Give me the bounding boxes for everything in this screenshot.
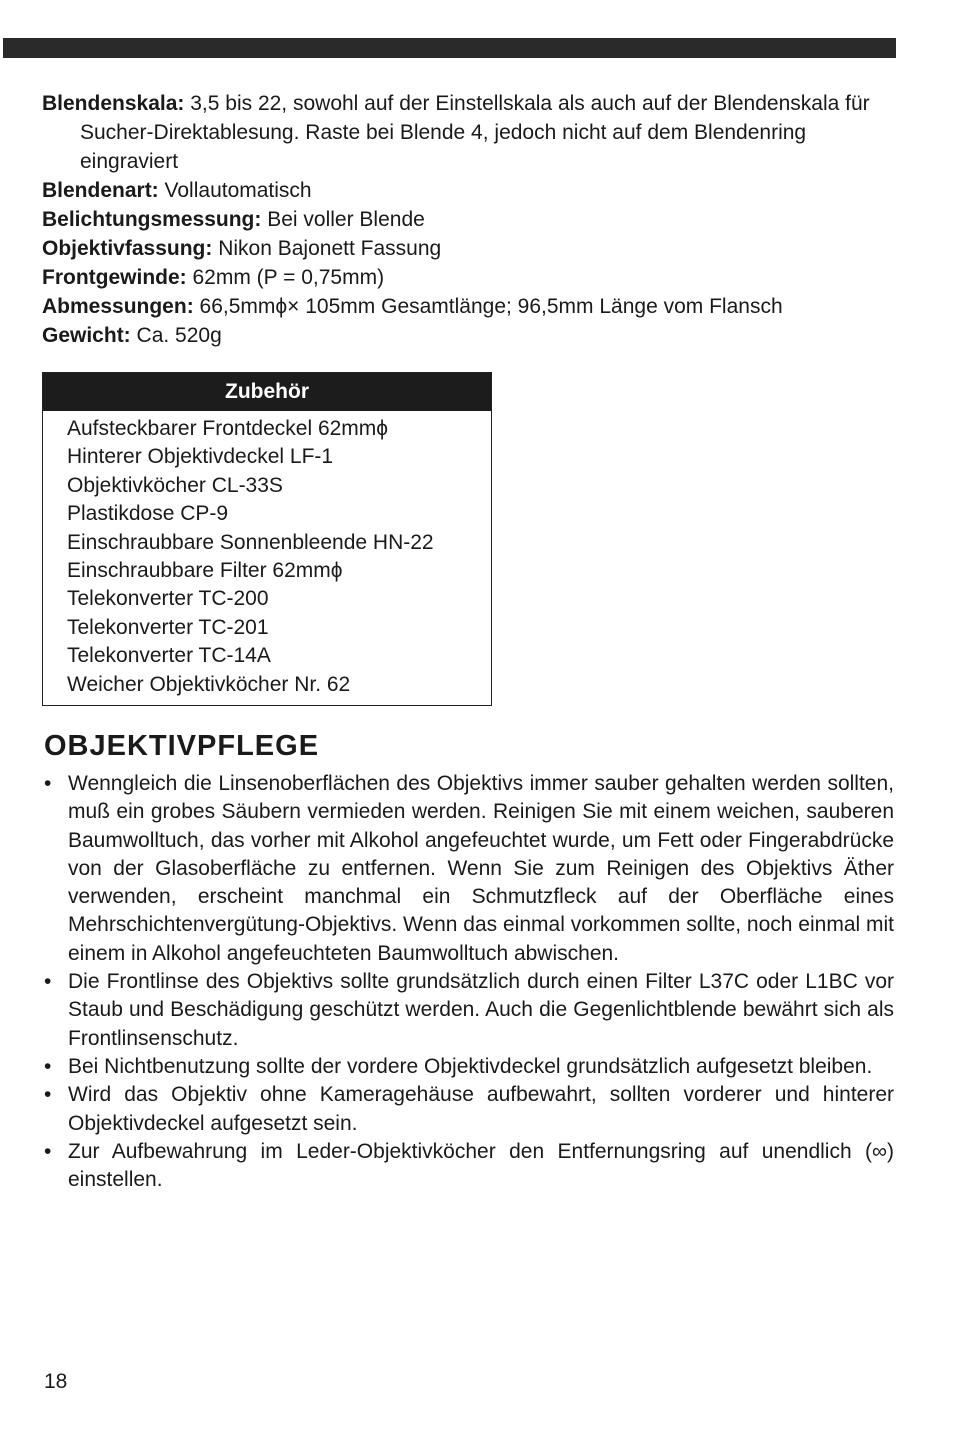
care-item (44, 770, 894, 968)
care-text: Die Frontlinse des Objektivs sollte grundsätzlich durch einen Filter L37C oder L1BC vor Staub und Beschädigung geschützt werden. Auch die Gegenlichtblende bewährt sich als Frontlinsenschutz. (68, 970, 894, 1050)
accessory-item: Telekonverter TC-14A (67, 644, 271, 668)
accessory-item: Objektivköcher CL-33S (67, 473, 283, 497)
spec-row (42, 321, 892, 350)
accessories-title: Zubehör (43, 373, 491, 411)
accessory-item: Telekonverter TC-201 (67, 615, 269, 639)
spec-value: 3,5 bis 22, sowohl auf der Einstellskala als auch auf der Blendenskala für Sucher-Direktablesung. Raste bei Blende 4, jedoch nicht auf dem Blendenring eingraviert (80, 92, 870, 173)
accessory-item: Plastikdose CP-9 (67, 502, 229, 526)
spec-row (42, 292, 892, 321)
spec-value: Vollautomatisch (164, 179, 312, 202)
spec-value: 66,5mmϕ× 105mm Gesamtlänge; 96,5mm Länge vom Flansch (199, 295, 783, 318)
accessories-box (42, 372, 492, 706)
page-number: 18 (44, 1370, 68, 1393)
spec-key: Gewicht: (42, 324, 131, 347)
spec-key: Objektivfassung: (42, 237, 213, 260)
accessory-item: Telekonverter TC-200 (67, 587, 269, 611)
accessory-item: Aufsteckbarer Frontdeckel 62mmϕ (67, 417, 389, 440)
spec-row (42, 263, 892, 292)
spec-row (42, 176, 892, 205)
spec-row (42, 234, 892, 263)
care-instructions (44, 770, 894, 1194)
accessory-item: Weicher Objektivköcher Nr. 62 (67, 672, 351, 696)
care-text: Wenngleich die Linsenoberflächen des Objektivs immer sauber gehalten werden sollten, muß ein grobes Säubern vermieden werden. Reinigen Sie mit einem weichen, sauberen Baumwolltuch, das vorher mit Alkohol angefeuchtet wurde, um Fett oder Fingerabdrücke von der Glasoberfläche zu entfernen. Wenn Sie zum Reinigen des Objektivs Äther verwenden, erscheint manchmal ein Schmutzfleck auf der Oberfläche eines Mehrschichtenvergütung-Objektivs. Wenn das einmal vorkommen sollte, noch einmal mit einem in Alkohol angefeuchteten Baumwolltuch abwischen. (68, 772, 894, 965)
bullet: • (44, 1083, 52, 1107)
spec-value: Nikon Bajonett Fassung (218, 237, 442, 260)
accessory-item: Hinterer Objektivdeckel LF-1 (67, 445, 334, 469)
spec-key: Blendenskala: (42, 92, 185, 115)
care-item (44, 1053, 894, 1081)
spec-value: Ca. 520g (136, 324, 222, 347)
bullet: • (44, 970, 52, 994)
care-item (44, 968, 894, 1053)
care-text: Zur Aufbewahrung im Leder-Objektivköcher den Entfernungsring auf unendlich (∞) einstellen. (68, 1139, 894, 1192)
spec-key: Blendenart: (42, 179, 159, 202)
care-item (44, 1081, 894, 1138)
spec-key: Frontgewinde: (42, 266, 187, 289)
bullet: • (44, 772, 52, 795)
specifications (42, 89, 892, 350)
spec-key: Abmessungen: (42, 295, 194, 318)
bullet: • (44, 1139, 52, 1163)
accessory-item: Einschraubbare Sonnenbleende HN-22 (67, 530, 434, 554)
care-text: Wird das Objektiv ohne Kameragehäuse aufbewahrt, sollten vorderer und hinterer Objektivdeckel aufgesetzt sein. (68, 1083, 894, 1135)
care-text: Bei Nichtbenutzung sollte der vordere Objektivdeckel grundsätzlich aufgesetzt bleiben. (68, 1054, 873, 1078)
section-title: OBJEKTIVPFLEGE (44, 730, 320, 762)
accessory-item: Einschraubbare Filter 62mmϕ (67, 559, 343, 583)
spec-value: 62mm (P = 0,75mm) (192, 266, 385, 289)
spec-row (42, 89, 892, 176)
spec-key: Belichtungsmessung: (42, 208, 262, 231)
spec-value: Bei voller Blende (267, 208, 425, 231)
top-rule-bar (3, 38, 896, 58)
bullet: • (44, 1054, 52, 1078)
spec-row (42, 205, 892, 234)
accessories-list (43, 411, 491, 699)
care-item (44, 1138, 894, 1195)
